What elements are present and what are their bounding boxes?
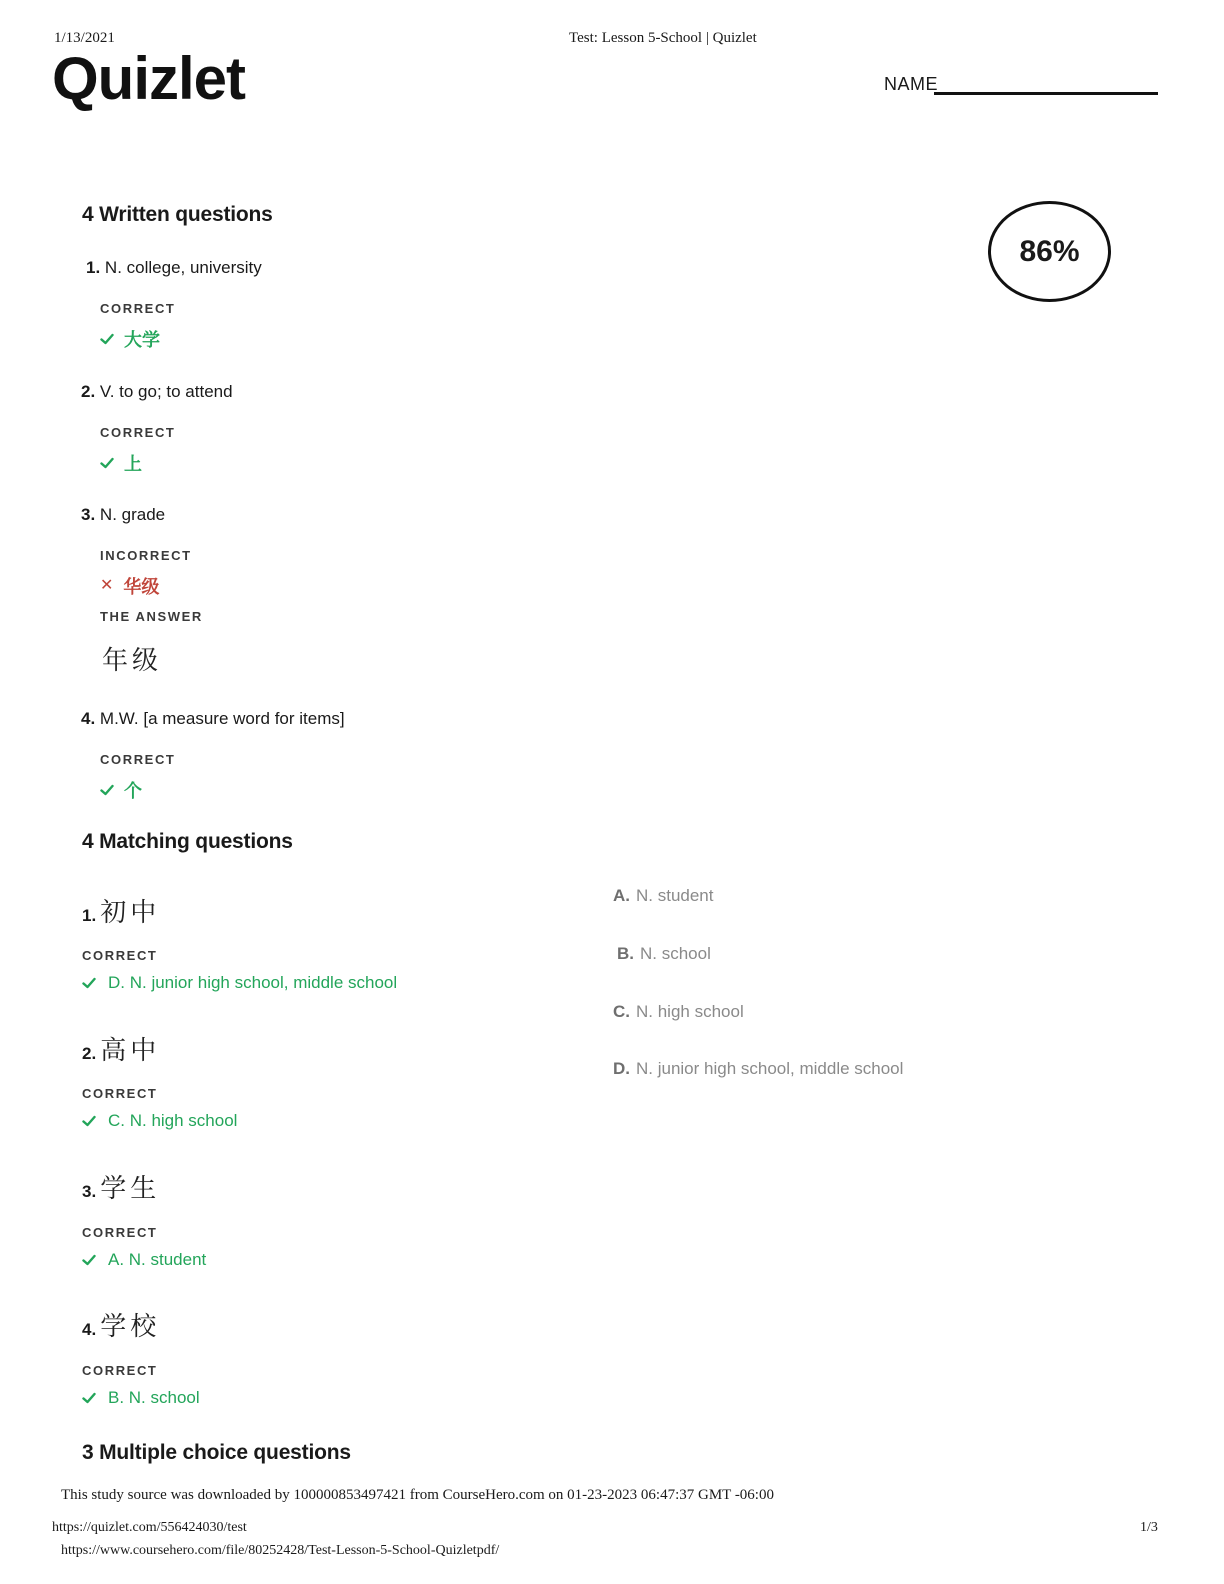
choice-text: N. junior high school, middle school bbox=[636, 1059, 904, 1078]
matched-answer: A. N. student bbox=[108, 1250, 207, 1269]
question-number: 1. bbox=[82, 906, 97, 925]
page-url[interactable]: https://quizlet.com/556424030/test bbox=[52, 1520, 247, 1535]
user-answer: 个 bbox=[124, 781, 142, 801]
written-question-1 bbox=[86, 258, 262, 278]
source-url[interactable]: https://www.coursehero.com/file/80252428/Test-Lesson-5-School-Quizletpdf/ bbox=[61, 1543, 500, 1558]
match-term: 学生 bbox=[100, 1174, 161, 1204]
matched-answer: C. N. high school bbox=[108, 1111, 238, 1130]
status-label: CORRECT bbox=[82, 1225, 158, 1240]
matching-question-3 bbox=[82, 1168, 160, 1205]
quizlet-logo: Quizlet bbox=[52, 45, 246, 112]
question-prompt: N. grade bbox=[99, 505, 166, 524]
written-question-2 bbox=[81, 382, 233, 402]
score-badge bbox=[988, 201, 1111, 302]
choice-b bbox=[617, 944, 711, 964]
check-icon bbox=[82, 1114, 96, 1128]
download-note: This study source was downloaded by 100000853497421 from CourseHero.com on 01-23-2023 06:47:37 GMT -06:00 bbox=[61, 1487, 774, 1503]
check-icon bbox=[82, 1391, 96, 1405]
check-icon bbox=[82, 976, 96, 990]
matching-question-4 bbox=[82, 1306, 160, 1343]
written-question-4 bbox=[81, 709, 345, 729]
status-label: CORRECT bbox=[82, 948, 158, 963]
question-number: 1. bbox=[86, 258, 101, 277]
answer-row bbox=[100, 573, 159, 599]
question-number: 2. bbox=[82, 1044, 97, 1063]
user-answer: 上 bbox=[124, 454, 142, 474]
question-prompt: V. to go; to attend bbox=[99, 382, 233, 401]
match-term: 初中 bbox=[100, 898, 161, 928]
choice-text: N. school bbox=[640, 944, 711, 963]
status-label: CORRECT bbox=[100, 425, 176, 440]
check-icon bbox=[100, 783, 114, 797]
check-icon bbox=[100, 332, 114, 346]
question-number: 3. bbox=[82, 1182, 97, 1201]
score-value: 86% bbox=[1019, 234, 1080, 268]
answer-row bbox=[82, 1250, 206, 1270]
status-label: CORRECT bbox=[100, 752, 176, 767]
answer-row bbox=[100, 450, 142, 476]
matched-answer: B. N. school bbox=[108, 1388, 200, 1407]
status-label: CORRECT bbox=[82, 1086, 158, 1101]
answer-row bbox=[82, 1111, 237, 1131]
user-answer: 华级 bbox=[123, 577, 160, 597]
status-label: CORRECT bbox=[82, 1363, 158, 1378]
print-date: 1/13/2021 bbox=[54, 30, 115, 46]
cross-icon: ✕ bbox=[100, 577, 114, 594]
question-number: 4. bbox=[81, 709, 96, 728]
name-label: NAME bbox=[884, 74, 939, 94]
answer-row bbox=[100, 777, 142, 803]
written-question-3 bbox=[81, 505, 165, 525]
choice-c bbox=[613, 1002, 744, 1022]
answer-row bbox=[82, 1388, 200, 1408]
written-section-title: 4 Written questions bbox=[82, 203, 273, 226]
answer-row bbox=[100, 326, 160, 352]
match-term: 学校 bbox=[100, 1312, 161, 1342]
print-title: Test: Lesson 5-School | Quizlet bbox=[569, 30, 757, 46]
question-number: 4. bbox=[82, 1320, 97, 1339]
question-prompt: M.W. [a measure word for items] bbox=[99, 709, 345, 728]
choice-letter: D. bbox=[613, 1059, 630, 1078]
answer-row bbox=[82, 973, 397, 993]
check-icon bbox=[100, 456, 114, 470]
match-term: 高中 bbox=[100, 1036, 161, 1066]
matching-question-1 bbox=[82, 892, 160, 929]
choice-letter: B. bbox=[617, 944, 634, 963]
status-label: INCORRECT bbox=[100, 548, 192, 563]
choice-a bbox=[613, 886, 714, 906]
choice-letter: C. bbox=[613, 1002, 630, 1021]
choice-text: N. student bbox=[636, 886, 714, 905]
user-answer: 大学 bbox=[124, 330, 160, 350]
status-label: CORRECT bbox=[100, 301, 176, 316]
choice-letter: A. bbox=[613, 886, 630, 905]
choice-text: N. high school bbox=[636, 1002, 744, 1021]
matching-section-title: 4 Matching questions bbox=[82, 830, 293, 853]
choice-d bbox=[613, 1059, 903, 1079]
multiple-choice-section-title: 3 Multiple choice questions bbox=[82, 1441, 351, 1464]
name-underline bbox=[934, 92, 1158, 95]
matched-answer: D. N. junior high school, middle school bbox=[108, 973, 398, 992]
matching-question-2 bbox=[82, 1030, 160, 1067]
answer-label: THE ANSWER bbox=[100, 609, 203, 624]
correct-answer: 年级 bbox=[102, 646, 163, 676]
question-number: 3. bbox=[81, 505, 96, 524]
page-number: 1/3 bbox=[1140, 1520, 1158, 1535]
question-number: 2. bbox=[81, 382, 96, 401]
question-prompt: N. college, university bbox=[104, 258, 262, 277]
check-icon bbox=[82, 1253, 96, 1267]
